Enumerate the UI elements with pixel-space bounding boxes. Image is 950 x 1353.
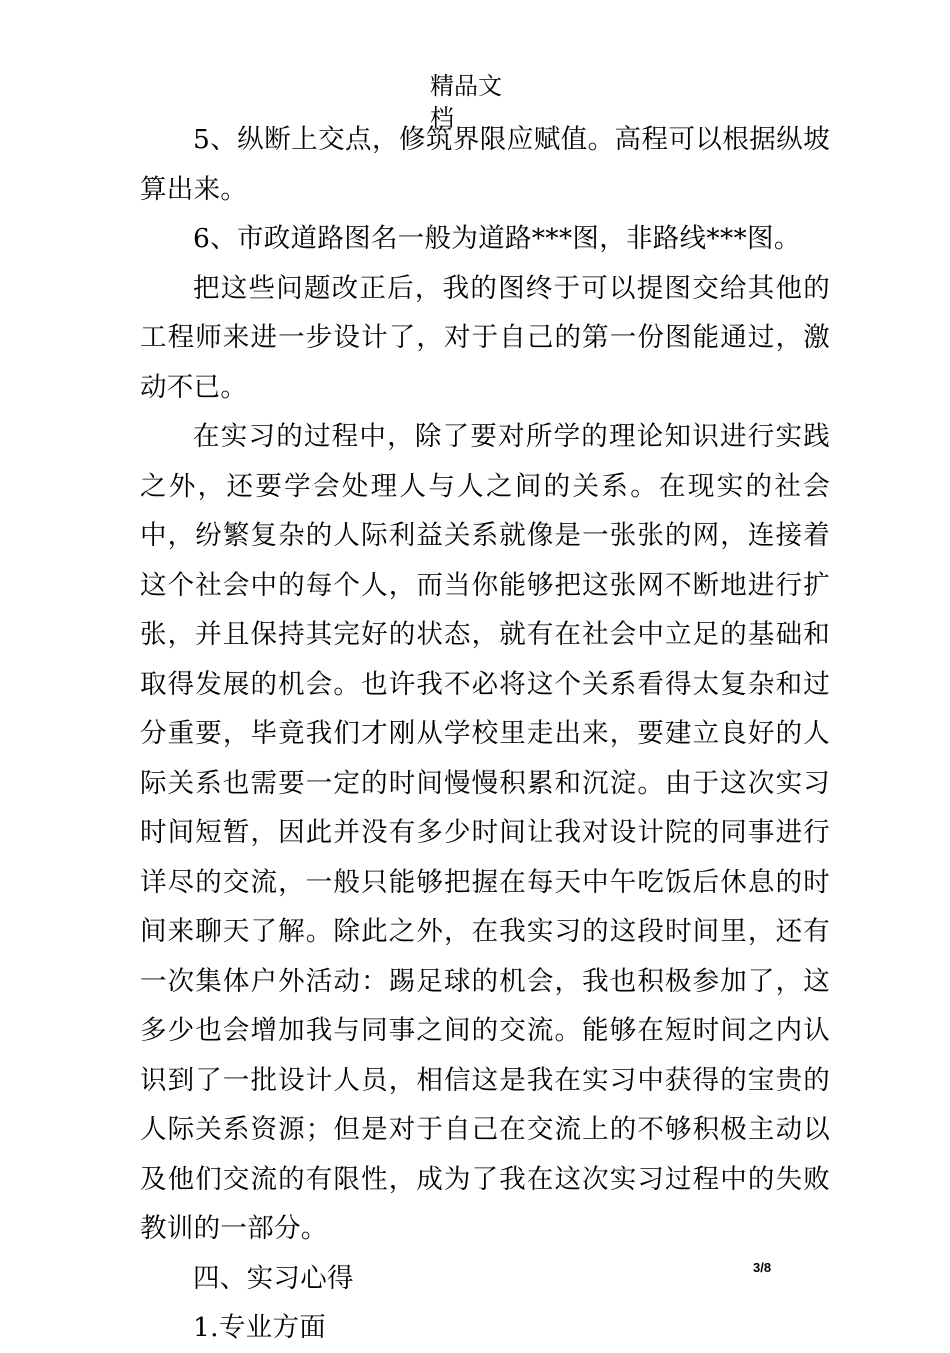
subsection-heading: 1.专业方面 [193, 1312, 327, 1343]
page-number: 3/8 [753, 1260, 772, 1275]
paragraph-fixes-done: 把这些问题改正后，我的图终于可以提图交给其他的工程师来进一步设计了，对于自己的第一份图能通过，激动不已。 [140, 272, 830, 403]
section-heading: 四、实习心得 [193, 1262, 354, 1294]
paragraph-item-6: 6、市政道路图名一般为道路***图，非路线***图。 [193, 223, 801, 254]
paragraph-relationships: 在实习的过程中，除了要对所学的理论知识进行实践之外，还要学会处理人与人之间的关系。在现实的社会中，纷繁复杂的人际利益关系就像是一张张的网，连接着这个社会中的每个人，而当你能够把这张网不断地进行扩张，并且保持其完好的状态，就有在社会中立足的基础和取得发展的机会。也许我不必将这个关系看得太复杂和过分重要，毕竟我们才刚从学校里走出来，要建立良好的人际关系也需要一定的时间慢慢积累和沉淀。由于这次实习时间短暂，因此并没有多少时间让我对设计院的同事进行详尽的交流，一般只能够把握在每天中午吃饭后休息的时间来聊天了解。除此之外，在我实习的这段时间里，还有一次集体户外活动：踢足球的机会，我也积极参加了，这多少也会增加我与同事之间的交流。能够在短时间之内认识到了一批设计人员，相信这是我在实习中获得的宝贵的人际关系资源；但是对于自己在交流上的不够积极主动以及他们交流的有限性，成为了我在这次实习过程中的失败教训的一部分。 [140, 421, 830, 1244]
paragraph-item-5: 5、纵断上交点，修筑界限应赋值。高程可以根据纵坡算出来。 [140, 124, 830, 205]
page-header: 精品文档 [430, 72, 502, 132]
document-body [140, 115, 830, 1353]
